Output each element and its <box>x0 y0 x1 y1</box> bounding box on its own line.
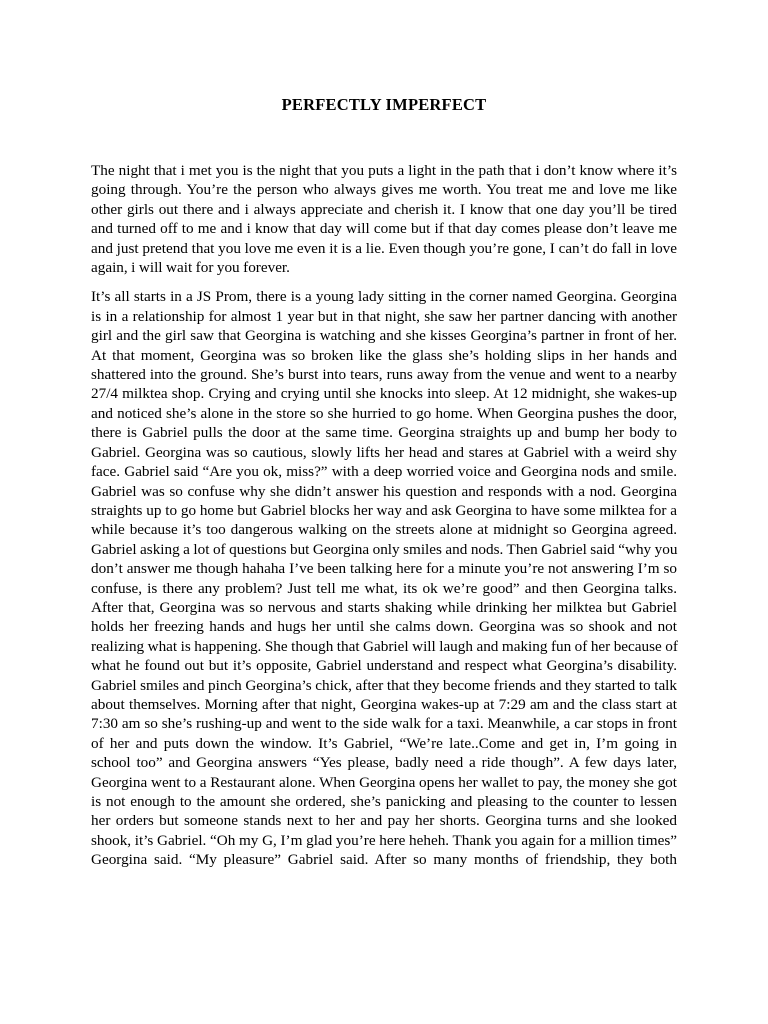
text-line: Gabriel was so confuse why she didn’t answer his question and responds with a nod. Georgina <box>91 482 677 500</box>
text-line: confuse, is there any problem? Just tell me what, its ok we’re good” and then Georgina talks. <box>91 579 677 597</box>
text-line: and noticed she’s alone in the store so she hurried to go home. When Georgina pushes the door, <box>91 404 677 422</box>
text-line: what he found out but it’s opposite, Gabriel understand and respect what Georgina’s disability. <box>91 657 677 675</box>
text-line: going through. You’re the person who always gives me worth. You treat me and love me like <box>91 181 677 199</box>
text-line: straights up to go home but Gabriel blocks her way and ask Georgina to have some milktea for a <box>91 501 677 519</box>
text-line: It’s all starts in a JS Prom, there is a young lady sitting in the corner named Georgina. Georgina <box>91 288 677 306</box>
text-line: Georgina said. “My pleasure” Gabriel said. After so many months of friendship, they both <box>91 851 677 869</box>
text-line: 27/4 milktea shop. Crying and crying until she knocks into sleep. At 12 midnight, she wakes-up <box>91 385 677 403</box>
text-line: realizing what is happening. She though that Gabriel will laugh and making fun of her because of <box>91 637 678 655</box>
text-line: again, i will wait for you forever. <box>91 259 290 277</box>
document-body <box>91 161 677 870</box>
text-line: girl and the girl saw that Georgina is watching and she kisses Georgina’s partner in front of her. <box>91 327 677 345</box>
text-line: face. Gabriel said “Are you ok, miss?” with a deep worried voice and Georgina nods and smile. <box>91 463 677 481</box>
paragraph-intro <box>91 161 677 277</box>
text-line: school too” and Georgina answers “Yes please, badly need a ride though”. A few days later, <box>91 754 677 772</box>
text-line: The night that i met you is the night that you puts a light in the path that i don’t know where it’s <box>91 162 677 179</box>
text-line: shook, it’s Gabriel. “Oh my G, I’m glad you’re here heheh. Thank you again for a million times” <box>91 831 677 849</box>
paragraph-story <box>91 287 677 869</box>
document-title: PERFECTLY IMPERFECT <box>281 95 487 114</box>
text-line: of her and puts down the window. It’s Gabriel, “We’re late..Come and get in, I’m going in <box>91 734 677 752</box>
text-line: is in a relationship for almost 1 year but in that night, she saw her partner dancing with another <box>91 307 677 325</box>
text-line: while because it’s too dangerous walking on the streets alone at midnight so Georgina agreed. <box>91 521 677 539</box>
text-line: At that moment, Georgina was so broken like the glass she’s holding slips in her hands and <box>91 346 677 364</box>
text-line: is not enough to the amount she ordered, she’s panicking and pleasing to the counter to lessen <box>91 793 677 810</box>
text-line: 7:30 am so she’s rushing-up and went to the side walk for a taxi. Meanwhile, a car stops in front <box>91 715 677 733</box>
text-line: Georgina went to a Restaurant alone. When Georgina opens her wallet to pay, the money she got <box>91 773 677 791</box>
text-line: don’t answer me though hahaha I’ve been talking here for a minute you’re not answering I’m so <box>91 560 677 578</box>
text-line: Gabriel smiles and pinch Georgina’s chick, after that they become friends and they started to talk <box>91 676 677 694</box>
text-line: there is Gabriel pulls the door at the same time. Georgina straights up and bump her body to <box>91 424 677 442</box>
text-line: Gabriel. Georgina was so cautious, slowly lifts her head and stares at Gabriel with a weird shy <box>91 443 677 461</box>
text-line: other girls out there and i always appreciate and cherish it. I know that one day you’ll be tired <box>91 200 677 218</box>
text-line: and turned off to me and i know that day will come but if that day comes please don’t leave me <box>91 220 677 238</box>
text-line: Gabriel asking a lot of questions but Georgina only smiles and nods. Then Gabriel said “why you <box>91 540 678 558</box>
text-line: her orders but someone stands next to her and pay her shorts. Georgina turns and she looked <box>91 812 677 830</box>
text-line: shattered into the ground. She’s burst into tears, runs away from the venue and went to a nearby <box>91 366 677 384</box>
text-line: holds her freezing hands and hugs her until she calms down. Georgina was so shook and not <box>91 618 677 636</box>
text-line: about themselves. Morning after that night, Georgina wakes-up at 7:29 am and the class start at <box>91 695 677 713</box>
text-line: and just pretend that you love me even it is a lie. Even though you’re gone, I can’t do fall in love <box>91 239 677 257</box>
text-line: After that, Georgina was so nervous and starts shaking while drinking her milktea but Gabriel <box>91 598 677 616</box>
